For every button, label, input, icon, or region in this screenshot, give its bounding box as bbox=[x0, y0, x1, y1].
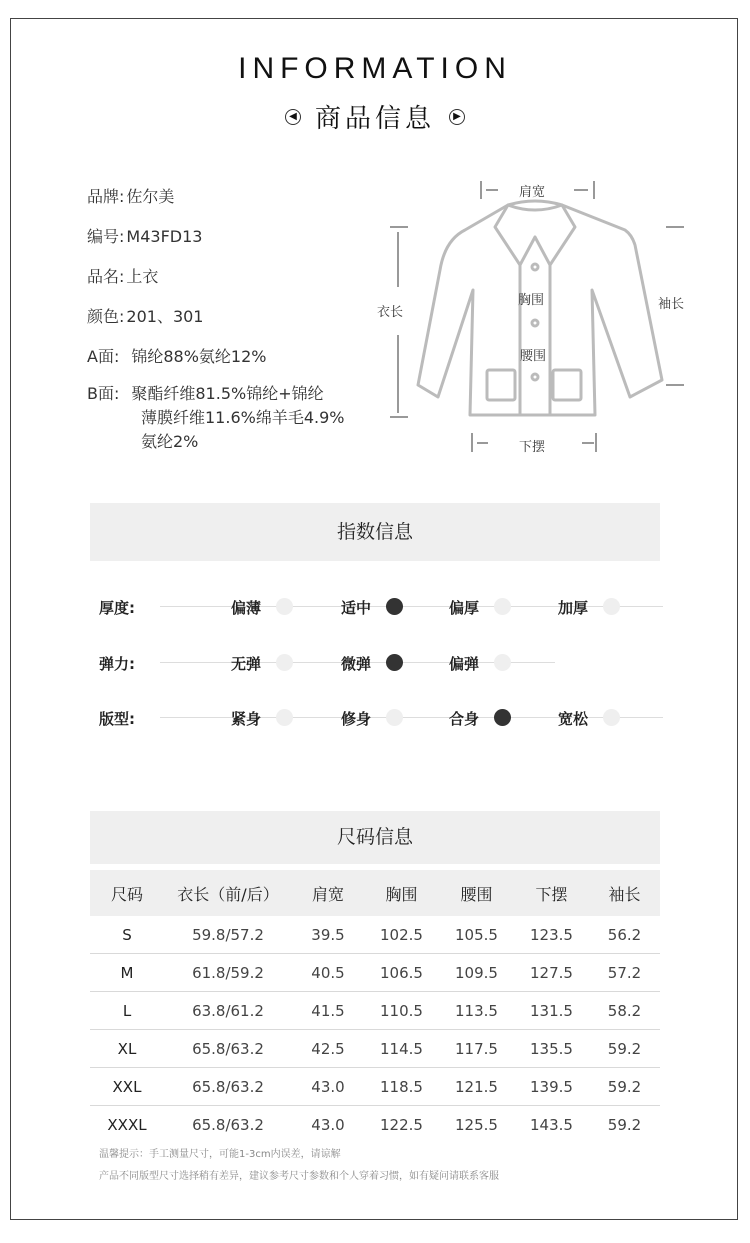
code-label: 编号: bbox=[87, 227, 125, 246]
code-value: M43FD13 bbox=[126, 227, 203, 246]
table-cell: 65.8/63.2 bbox=[192, 1115, 264, 1134]
option-dot bbox=[494, 654, 511, 671]
option-label: 偏厚 bbox=[449, 599, 480, 617]
sleeve-label: 袖长 bbox=[658, 297, 685, 312]
title-chinese bbox=[0, 98, 750, 135]
table-row bbox=[90, 1030, 660, 1068]
table-cell: 127.5 bbox=[514, 954, 589, 992]
table-cell: 40.5 bbox=[292, 954, 364, 992]
option-dot bbox=[276, 598, 293, 615]
color-label: 颜色: bbox=[87, 307, 125, 326]
table-cell: 102.5 bbox=[364, 916, 439, 954]
table-cell: L bbox=[90, 992, 164, 1030]
left-arrow-icon: ◀ bbox=[285, 109, 301, 125]
length-label: 衣长 bbox=[377, 305, 404, 320]
b-side-label: B面: bbox=[87, 384, 120, 403]
table-cell: XL bbox=[90, 1030, 164, 1068]
table-cell: 61.8/59.2 bbox=[164, 954, 292, 992]
table-cell: 117.5 bbox=[439, 1030, 514, 1068]
option-label: 修身 bbox=[341, 710, 372, 728]
option-dot bbox=[276, 709, 293, 726]
name-label: 品名: bbox=[87, 267, 125, 286]
size-section-header: 尺码信息 bbox=[90, 811, 660, 864]
option-dot bbox=[603, 598, 620, 615]
table-cell: 63.8/61.2 bbox=[164, 992, 292, 1030]
a-side-row bbox=[87, 344, 266, 367]
right-arrow-icon: ▶ bbox=[449, 109, 465, 125]
b-side-row bbox=[87, 382, 344, 454]
table-cell: M bbox=[90, 954, 164, 992]
option-dot-selected bbox=[494, 709, 511, 726]
column-header: 肩宽 bbox=[292, 870, 364, 916]
table-cell: 125.5 bbox=[455, 1115, 498, 1134]
brand-row bbox=[87, 184, 174, 207]
index-row-thickness bbox=[0, 592, 750, 622]
column-header: 下摆 bbox=[514, 870, 589, 916]
table-cell: 59.2 bbox=[589, 1068, 660, 1106]
option-dot-selected bbox=[386, 598, 403, 615]
column-header: 衣长（前/后） bbox=[164, 870, 292, 916]
table-cell: 39.5 bbox=[292, 916, 364, 954]
a-side-label: A面: bbox=[87, 347, 120, 366]
table-row bbox=[90, 992, 660, 1030]
table-cell: 42.5 bbox=[292, 1030, 364, 1068]
option-dot bbox=[276, 654, 293, 671]
size-table-header-row bbox=[90, 870, 660, 916]
shoulder-label: 肩宽 bbox=[519, 185, 546, 200]
color-value: 201、301 bbox=[126, 307, 204, 326]
index-row-label: 厚度: bbox=[99, 599, 135, 617]
brand-value: 佐尔美 bbox=[126, 187, 175, 206]
size-table bbox=[90, 870, 660, 1143]
a-side-value: 锦纶88%氨纶12% bbox=[131, 347, 267, 366]
option-label: 适中 bbox=[341, 599, 372, 617]
column-header: 尺码 bbox=[90, 870, 164, 916]
b-side-line2: 薄膜纤维11.6%绵羊毛4.9% bbox=[141, 408, 345, 427]
name-row bbox=[87, 264, 158, 287]
option-label: 紧身 bbox=[231, 710, 262, 728]
table-row bbox=[90, 1106, 660, 1144]
hem-label: 下摆 bbox=[519, 440, 546, 455]
option-dot-selected bbox=[386, 654, 403, 671]
index-row-label: 弹力: bbox=[99, 655, 135, 673]
table-cell: 43.0 bbox=[311, 1115, 345, 1134]
table-cell: 123.5 bbox=[514, 916, 589, 954]
table-cell: 110.5 bbox=[364, 992, 439, 1030]
table-row bbox=[90, 954, 660, 992]
table-cell: 41.5 bbox=[292, 992, 364, 1030]
table-cell: 143.5 bbox=[530, 1115, 573, 1134]
title-english: INFORMATION bbox=[238, 52, 512, 85]
table-cell: 106.5 bbox=[364, 954, 439, 992]
index-row-label: 版型: bbox=[99, 710, 135, 728]
table-cell: 139.5 bbox=[514, 1068, 589, 1106]
garment-diagram bbox=[370, 175, 700, 465]
note-fit-advice: 产品不同版型尺寸选择稍有差异，建议参考尺寸参数和个人穿着习惯，如有疑问请联系客服 bbox=[99, 1171, 499, 1182]
table-cell: 135.5 bbox=[514, 1030, 589, 1068]
table-cell: 113.5 bbox=[439, 992, 514, 1030]
option-label: 微弹 bbox=[341, 655, 372, 673]
option-label: 偏薄 bbox=[231, 599, 262, 617]
waist-label: 腰围 bbox=[520, 349, 547, 364]
column-header: 腰围 bbox=[439, 870, 514, 916]
table-row bbox=[90, 1068, 660, 1106]
table-cell: 65.8/63.2 bbox=[164, 1030, 292, 1068]
table-cell: 65.8/63.2 bbox=[164, 1068, 292, 1106]
color-row bbox=[87, 304, 204, 327]
option-label: 偏弹 bbox=[449, 655, 480, 673]
table-cell: 59.8/57.2 bbox=[164, 916, 292, 954]
table-row bbox=[90, 916, 660, 954]
table-cell: 114.5 bbox=[364, 1030, 439, 1068]
table-cell: 59.2 bbox=[589, 1030, 660, 1068]
chest-label: 胸围 bbox=[518, 293, 545, 308]
table-cell: XXL bbox=[90, 1068, 164, 1106]
table-cell: 57.2 bbox=[589, 954, 660, 992]
name-value: 上衣 bbox=[126, 267, 159, 286]
index-row-elasticity bbox=[0, 648, 750, 678]
brand-label: 品牌: bbox=[87, 187, 125, 206]
option-label: 宽松 bbox=[558, 710, 589, 728]
table-cell: XXXL bbox=[107, 1115, 147, 1134]
table-cell: 58.2 bbox=[589, 992, 660, 1030]
title-chinese-text: 商品信息 bbox=[314, 104, 435, 134]
table-cell: 121.5 bbox=[439, 1068, 514, 1106]
option-dot bbox=[494, 598, 511, 615]
table-cell: 118.5 bbox=[364, 1068, 439, 1106]
column-header: 胸围 bbox=[364, 870, 439, 916]
b-side-line3: 氨纶2% bbox=[141, 432, 199, 451]
note-measurement: 温馨提示：手工测量尺寸，可能1-3cm内误差，请谅解 bbox=[99, 1149, 341, 1160]
table-cell: S bbox=[90, 916, 164, 954]
b-side-line1: 聚酯纤维81.5%锦纶+锦纶 bbox=[131, 384, 324, 403]
index-section-header: 指数信息 bbox=[90, 503, 660, 561]
index-row-fit bbox=[0, 703, 750, 733]
table-cell: 109.5 bbox=[439, 954, 514, 992]
table-cell: 105.5 bbox=[439, 916, 514, 954]
code-row bbox=[87, 224, 202, 247]
table-cell: 56.2 bbox=[589, 916, 660, 954]
jacket-outline-icon bbox=[370, 175, 700, 465]
option-dot bbox=[386, 709, 403, 726]
column-header: 袖长 bbox=[589, 870, 660, 916]
table-cell: 43.0 bbox=[292, 1068, 364, 1106]
table-cell: 131.5 bbox=[514, 992, 589, 1030]
option-dot bbox=[603, 709, 620, 726]
option-label: 合身 bbox=[449, 710, 480, 728]
option-label: 无弹 bbox=[231, 655, 262, 673]
table-cell: 59.2 bbox=[607, 1115, 642, 1134]
option-label: 加厚 bbox=[558, 599, 589, 617]
table-cell: 122.5 bbox=[380, 1115, 423, 1134]
